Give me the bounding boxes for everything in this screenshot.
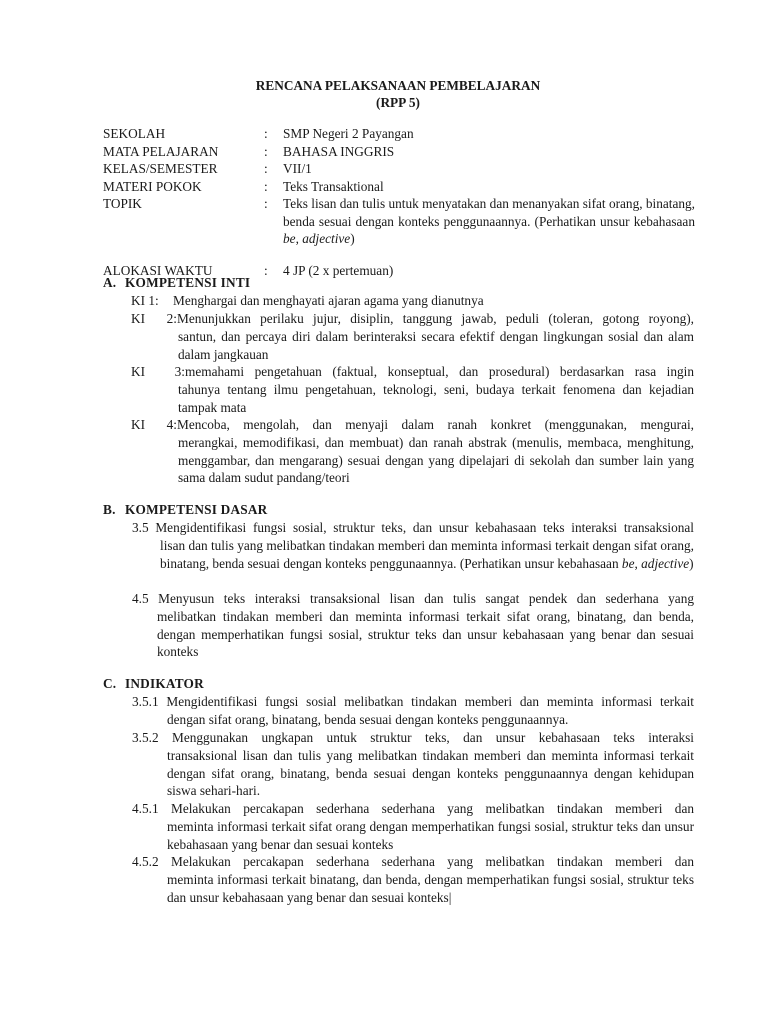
meta-label: ALOKASI WAKTU <box>103 262 213 278</box>
meta-label: TOPIK <box>103 196 142 211</box>
ki-item-3-continued: tahunya tentang ilmu pengetahuan, teknologi, seni, budaya terkait fenomena dan kejadian tampak mata <box>178 382 694 415</box>
meta-label: KELAS/SEMESTER <box>103 161 218 176</box>
section-letter: A. <box>103 275 117 290</box>
ki-item-2 <box>131 310 694 328</box>
kd-italic-adjective: adjective <box>641 555 690 571</box>
ki-text: Menunjukkan perilaku jujur, disiplin, tanggung jawab, peduli (toleran, gotong royong), <box>177 311 694 326</box>
meta-colon: : <box>264 262 268 278</box>
meta-colon: : <box>264 143 268 159</box>
ki-label: KI 2: <box>131 311 177 326</box>
ki-label: KI 1: <box>131 293 159 308</box>
meta-colon: : <box>264 126 268 141</box>
kd-item-3-5: 3.5 Mengidentifikasi fungsi sosial, struktur teks, dan unsur kebahasaan teks interaksi transaksional <box>132 520 694 535</box>
meta-value: SMP Negeri 2 Payangan <box>283 126 414 141</box>
meta-colon: : <box>264 161 268 176</box>
section-title: KOMPETENSI INTI <box>125 275 251 290</box>
meta-value: Teks Transaktional <box>283 178 384 194</box>
identity-block <box>103 125 703 279</box>
document-subtitle: (RPP 5) <box>376 95 420 110</box>
ki-item-2-continued: santun, dan percaya diri dalam berinteraksi secara efektif dengan lingkungan sosial dan alam dalam jangkauan <box>178 329 694 362</box>
ki-text: Menghargai dan menghayati ajaran agama yang dianutnya <box>173 293 484 308</box>
indikator-3-5-1: 3.5.1 Mengidentifikasi fungsi sosial melibatkan tindakan memberi dan meminta informasi terkait <box>132 694 694 709</box>
ki-text: Mencoba, mengolah, dan menyaji dalam ranah konkret (menggunakan, mengurai, <box>177 417 694 432</box>
meta-colon: : <box>264 178 268 194</box>
section-heading-indikator <box>103 675 204 693</box>
ki-label: KI 4: <box>131 417 177 432</box>
meta-row-topik <box>103 195 703 248</box>
kd-text: lisan dan tulis yang melibatkan tindakan memberi dan meminta informasi terkait dengan sifat orang, binatang, benda sesuai dengan konteks penggunaannya. (Perhatikan unsur kebahasaan <box>160 538 694 571</box>
topik-italic-adjective: adjective <box>302 231 351 246</box>
kd-separator: , <box>634 555 642 571</box>
topik-text: Teks lisan dan tulis untuk menyatakan dan menanyakan sifat orang, binatang, benda sesuai dengan konteks penggunaannya. (Perhatikan unsur kebahasaan <box>283 196 695 229</box>
ki-label: KI 3: <box>131 364 185 379</box>
meta-value: BAHASA INGGRIS <box>283 143 395 159</box>
ki-item-3 <box>131 363 694 381</box>
kd-italic-be: be <box>621 555 635 571</box>
section-letter: C. <box>103 676 117 691</box>
meta-row-materi-pokok <box>103 178 703 196</box>
ki-item-1 <box>131 292 694 310</box>
meta-value: 4 JP (2 x pertemuan) <box>283 262 394 278</box>
indikator-3-5-2-continued: transaksional lisan dan tulis yang melibatkan tindakan memberi dan meminta informasi terkait dengan sifat orang, binatang, benda sesuai dengan konteks penggunaannya dengan kehidupan siswa sehari-hari. <box>167 748 694 798</box>
meta-row-mata-pelajaran <box>103 143 703 161</box>
kd-item-4-5: 4.5 Menyusun teks interaksi transaksional lisan dan tulis sangat pendek dan sederhana yang <box>132 591 694 606</box>
meta-value: VII/1 <box>283 161 312 176</box>
meta-row-kelas-semester <box>103 160 703 178</box>
kd-item-3-5-continued <box>160 537 694 572</box>
section-heading-kompetensi-dasar <box>103 501 267 519</box>
meta-label: SEKOLAH <box>103 126 166 141</box>
topik-close: ) <box>350 231 355 246</box>
meta-colon: : <box>264 196 268 211</box>
indikator-4-5-1: 4.5.1 Melakukan percakapan sederhana sederhana yang melibatkan tindakan memberi dan <box>132 801 694 816</box>
meta-label: MATA PELAJARAN <box>103 143 219 159</box>
topik-italic-be: be <box>283 231 296 246</box>
ki-text: memahami pengetahuan (faktual, konseptual, dan prosedural) berdasarkan rasa ingin <box>185 364 694 379</box>
section-heading-kompetensi-inti <box>103 274 250 292</box>
ki-item-4 <box>131 416 694 434</box>
section-title: KOMPETENSI DASAR <box>125 502 268 517</box>
document-title: RENCANA PELAKSANAAN PEMBELAJARAN <box>255 78 541 93</box>
section-letter: B. <box>103 502 116 517</box>
meta-value <box>283 195 695 248</box>
indikator-4-5-1-continued: meminta informasi terkait sifat orang dengan memperhatikan fungsi sosial, struktur teks dan unsur kebahasaan yang benar dan sesuai konteks <box>167 819 694 852</box>
indikator-3-5-2: 3.5.2 Menggunakan ungkapan untuk struktur teks, dan unsur kebahasaan teks interaksi <box>132 730 694 745</box>
meta-label: MATERI POKOK <box>103 178 202 194</box>
indikator-4-5-2-continued: meminta informasi terkait binatang, dan benda, dengan memperhatikan fungsi sosial, struktur teks dan unsur kebahasaan yang benar dan sesuai konteks| <box>167 872 694 905</box>
topik-separator: , <box>295 231 303 246</box>
indikator-3-5-1-continued: dengan sifat orang, binatang, benda sesuai dengan konteks penggunaannya. <box>167 712 569 727</box>
ki-item-4-continued: merangkai, memodifikasi, dan membuat) dan ranah abstrak (menulis, membaca, menghitung, menggambar, dan mengarang) sesuai dengan yang dipelajari di sekolah dan sumber lain yang sama dalam sudut pandang/teori <box>178 435 694 485</box>
kd-item-4-5-continued: melibatkan tindakan memberi dan meminta informasi terkait sifat orang, binatang, dan benda, dengan memperhatikan fungsi sosial, struktur teks dan unsur kebahasaan yang benar dan sesuai konteks <box>157 609 694 659</box>
indikator-4-5-2: 4.5.2 Melakukan percakapan sederhana sederhana yang melibatkan tindakan memberi dan <box>132 854 694 869</box>
kd-close: ) <box>689 555 694 571</box>
section-title: INDIKATOR <box>125 676 204 691</box>
meta-row-sekolah <box>103 125 703 143</box>
